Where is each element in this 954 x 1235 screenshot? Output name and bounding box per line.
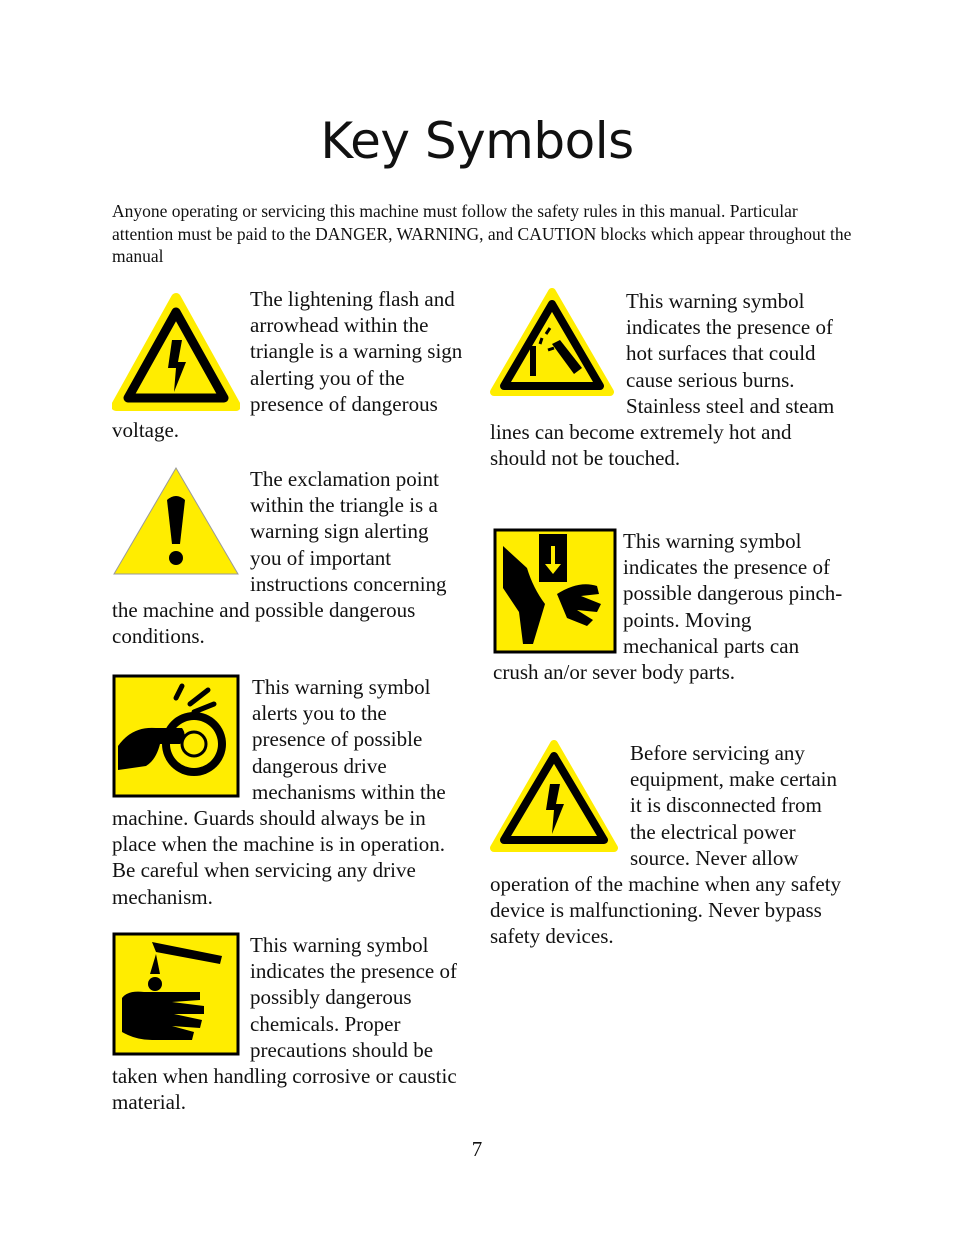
electrical-disconnect-icon (490, 740, 618, 854)
symbol-block-drive (112, 674, 464, 910)
drive-mechanism-icon (112, 674, 240, 798)
symbol-description: The lightening flash and arrowhead within the triangle is a warning sign alerting you of the presence of dangerous voltage. (112, 287, 463, 443)
page-title: Key Symbols (320, 112, 634, 170)
hot-surface-icon (490, 288, 614, 398)
symbol-description: The exclamation point within the triangle is a warning sign alerting you of important instructions concerning the machine and possible dangerous conditions. (112, 467, 447, 649)
symbol-block-disconnect (490, 740, 842, 950)
page-number: 7 (471, 1137, 483, 1161)
symbol-description: This warning symbol alerts you to the presence of possible dangerous drive mechanisms within the machine. Guards should always be in place when the machine is in operation. Be careful when servicing any drive mechanism. (112, 675, 446, 909)
symbol-description: This warning symbol indicates the presence of hot surfaces that could cause serious burns. Stainless steel and steam lines can become extremely hot and should not be touched. (490, 289, 835, 471)
symbol-description: Before servicing any equipment, make certain it is disconnected from the electrical power source. Never allow operation of the machine when any safety device is malfunctioning. Never bypass safety devices. (490, 741, 842, 949)
symbol-block-exclamation (112, 466, 464, 649)
corrosive-chemical-icon (112, 932, 240, 1056)
symbol-block-pinch (493, 528, 845, 685)
pinch-point-icon (493, 528, 617, 654)
symbol-description: This warning symbol indicates the presence of possible dangerous pinch-points. Moving mechanical parts can crush an/or sever body parts. (493, 529, 843, 685)
symbol-block-hot-surface (490, 288, 842, 471)
symbol-block-voltage (112, 286, 464, 443)
symbol-description: This warning symbol indicates the presence of possibly dangerous chemicals. Proper precautions should be taken when handling corrosive or caustic material. (112, 933, 457, 1115)
intro-paragraph: Anyone operating or servicing this machine must follow the safety rules in this manual. Particular attention must be paid to the DANGER, WARNING, and CAUTION blocks which appear throughout the manual (112, 201, 852, 266)
exclamation-triangle-icon (112, 466, 240, 578)
high-voltage-icon (112, 292, 240, 412)
symbol-block-chemical (112, 932, 464, 1115)
